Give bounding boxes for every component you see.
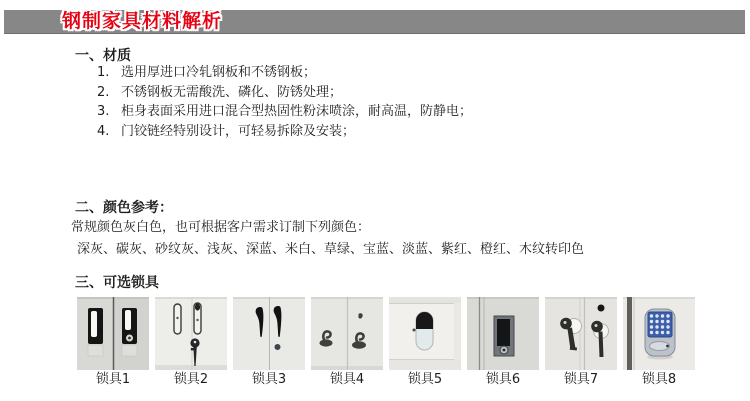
material-item-text: 门铰链经特别设计，可轻易拆除及安装；	[121, 123, 356, 139]
material-item-text: 选用厚进口冷轧钢板和不锈钢板；	[121, 65, 317, 80]
material-item-number: 1.	[97, 65, 110, 80]
lock-photo-1	[77, 297, 149, 370]
material-list	[97, 63, 472, 141]
material-item	[97, 122, 472, 142]
material-item-text: 不锈钢板无需酸洗、磷化、防锈处理；	[121, 84, 343, 100]
lock-label: 锁具8	[641, 372, 677, 387]
material-item	[97, 102, 472, 122]
lock-label: 锁具1	[95, 372, 131, 387]
lock-photo-4	[311, 297, 383, 370]
material-item-text: 柜身表面采用进口混合型热固性粉沫喷涂，耐高温，防静电；	[121, 104, 473, 119]
lock-gallery	[77, 297, 695, 387]
lock-photo-8	[623, 297, 695, 370]
lock-label: 锁具6	[485, 372, 521, 387]
lock-option-4	[311, 297, 383, 387]
lock-option-5	[389, 297, 461, 387]
material-item-number: 2.	[97, 84, 110, 100]
material-item-number: 4.	[97, 123, 110, 139]
lock-label: 锁具7	[563, 372, 599, 387]
rail-handle-key-lock-icon	[155, 297, 227, 370]
lock-label: 锁具5	[407, 372, 443, 387]
lock-label: 锁具3	[251, 372, 287, 387]
page-header-bar	[4, 10, 745, 34]
lock-option-8	[623, 297, 695, 387]
flush-pull-cam-lock-icon	[467, 297, 539, 370]
lock-option-7	[545, 297, 617, 387]
material-item	[97, 63, 472, 83]
lock-label: 锁具2	[173, 372, 209, 387]
lock-photo-6	[467, 297, 539, 370]
section-heading-locks: 三、可选锁具	[75, 275, 159, 291]
color-intro-text: 常规颜色灰白色，也可根据客户需求订制下列颜色：	[71, 220, 371, 235]
lever-handle-lock-icon	[233, 297, 305, 370]
lock-photo-7	[545, 297, 617, 370]
page-title: 钢制家具材料解析	[62, 10, 223, 32]
electronic-keypad-lock-icon	[623, 297, 695, 370]
swivel-hasp-lock-icon	[311, 297, 383, 370]
section-heading-colors: 二、颜色参考：	[75, 200, 173, 216]
oval-recess-lock-icon	[389, 297, 461, 370]
material-item-number: 3.	[97, 104, 110, 119]
lock-photo-5	[389, 297, 461, 370]
lock-option-1	[77, 297, 149, 387]
lock-option-2	[155, 297, 227, 387]
section-heading-material: 一、材质	[75, 48, 131, 64]
lock-option-3	[233, 297, 305, 387]
color-options-text: 深灰、碳灰、砂纹灰、浅灰、深蓝、米白、草绿、宝蓝、淡蓝、紫红、橙红、木纹转印色	[77, 242, 585, 257]
lock-photo-3	[233, 297, 305, 370]
key-cylinder-lock-icon	[545, 297, 617, 370]
material-item	[97, 83, 472, 103]
recessed-handle-lock-icon	[77, 297, 149, 370]
lock-option-6	[467, 297, 539, 387]
lock-photo-2	[155, 297, 227, 370]
lock-label: 锁具4	[329, 372, 365, 387]
